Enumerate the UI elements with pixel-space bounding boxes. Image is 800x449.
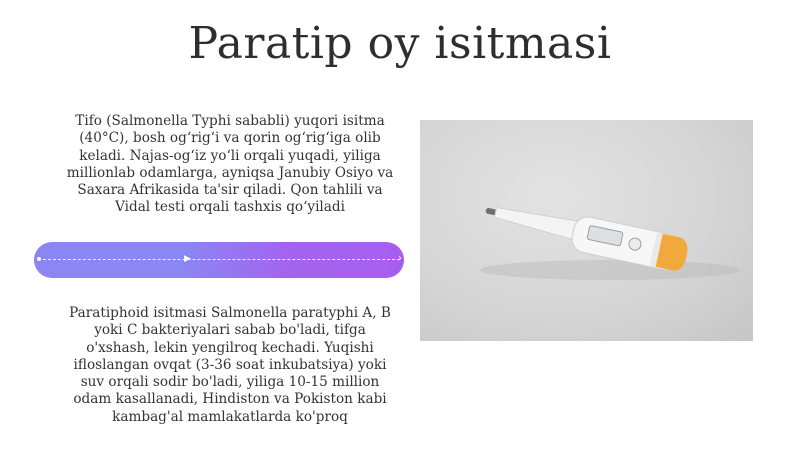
line-start-dot <box>37 257 41 261</box>
thermometer-icon <box>420 120 753 341</box>
chevron-right-icon: › <box>398 253 402 264</box>
slide-title: Paratip oy isitmasi <box>188 18 612 69</box>
dashed-line <box>38 259 400 260</box>
thermometer-photo <box>420 120 753 341</box>
arrow-right-icon: ▶ <box>184 254 191 264</box>
paratyphoid-paragraph: Paratiphoid isitmasi Salmonella paratyphi A, B yoki C bakteriyalari sabab bo'ladi, tifga o'xshash, lekin yengilroq kechadi. Yuqishi ifloslangan ovqat (3-36 soat inkubatsiya) yoki suv orqali sodir bo'ladi, yiliga 10-15 million odam kasallanadi, Hindiston va Pokiston kabi kambag'al mamlakatlarda ko'proq <box>69 305 391 425</box>
gradient-divider <box>34 242 404 278</box>
typhoid-paragraph: Tifo (Salmonella Typhi sababli) yuqori isitma (40°C), bosh og‘rig‘i va qorin og‘rig‘iga olib keladi. Najas-og‘iz yo‘li orqali yuqadi, yiligа millionlab odamlarga, ayniqsa Janubiy Osiyo va Saxara Afrikasida ta'sir qiladi. Qon tahlili va Vidal testi orqali tashxis qo‘yiladi <box>66 113 394 216</box>
